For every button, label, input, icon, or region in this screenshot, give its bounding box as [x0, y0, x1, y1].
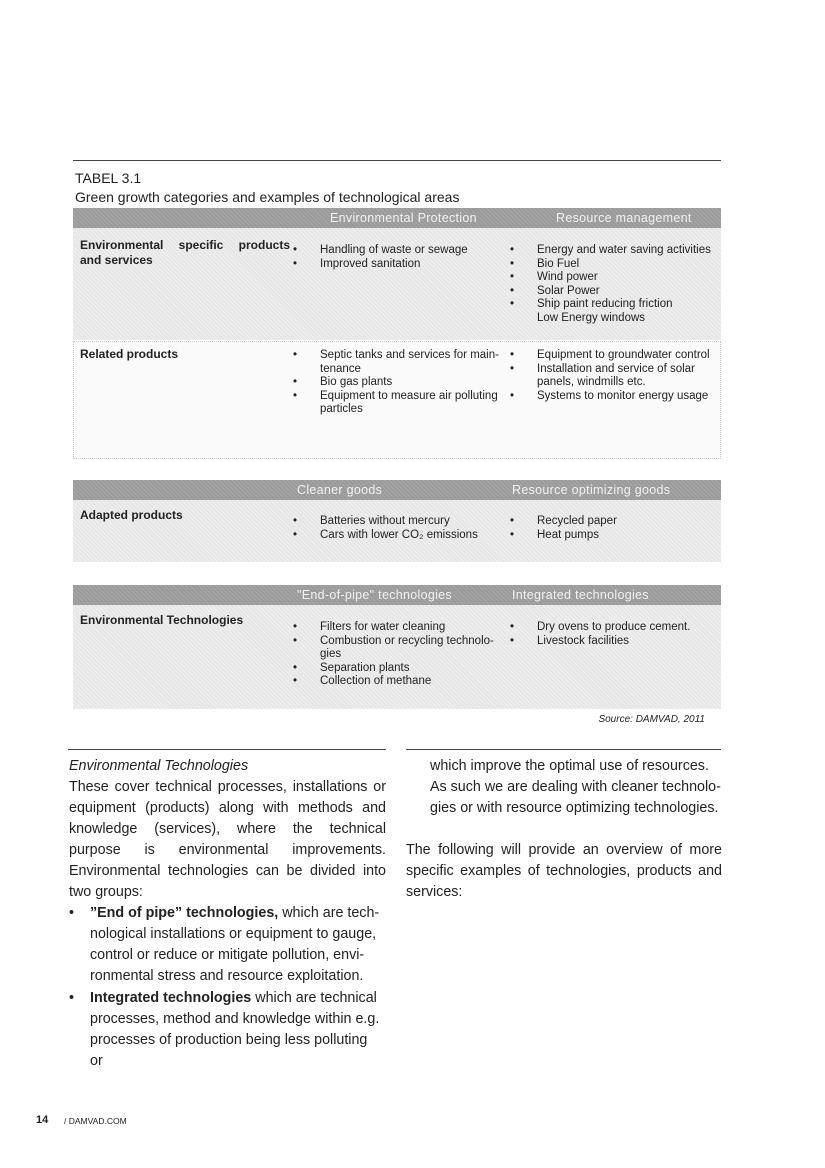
row1-col1-list	[291, 244, 496, 271]
list-item: • Septic tanks and services for main-tenance	[291, 349, 501, 376]
left-paragraph: These cover technical processes, installations or equipment (products) along with methods and knowledge (services), where the technical purpose is environmental improvements. Environmental technologies can be divided into two groups:	[69, 779, 386, 900]
col-header-cleaner-goods: Cleaner goods	[297, 483, 383, 497]
col-header-resource-management: Resource management	[556, 211, 692, 225]
bullet-text: which are technical processes, method and knowledge within e.g. processes of production being less polluting or	[90, 990, 380, 1069]
footer-site: / DAMVAD.COM	[64, 1116, 127, 1126]
list-item: • Ship paint reducing friction	[508, 298, 718, 312]
row2-col2-list	[508, 349, 720, 403]
bullet-bold-term: ”End of pipe” technologies,	[90, 905, 279, 921]
list-item: • Energy and water saving activities	[508, 244, 718, 258]
bullet-integrated	[69, 988, 382, 1072]
row-label-environmental-technologies: Environmental Technologies	[80, 613, 244, 627]
bullet-bold-term: Integrated technologies	[90, 990, 252, 1006]
bullet-end-of-pipe	[69, 903, 382, 987]
list-item: • Bio Fuel	[508, 258, 718, 272]
row-label-adapted-products: Adapted products	[80, 508, 183, 522]
col-header-end-of-pipe: "End-of-pipe" technologies	[297, 588, 452, 602]
section2-header	[73, 480, 721, 500]
section2-col1-list	[291, 515, 501, 542]
list-item: • Separation plants	[291, 662, 499, 676]
list-item: • Equipment to groundwater control	[508, 349, 720, 363]
right-paragraph-1: which improve the optimal use of resources. As such we are dealing with cleaner technolo-gies or with resource optimizing technologies.	[430, 758, 721, 816]
row-label-related-products: Related products	[80, 347, 179, 361]
section2-col2-list	[508, 515, 718, 542]
col-header-environmental-protection: Environmental Protection	[330, 211, 477, 225]
right-column-rule	[406, 749, 721, 750]
list-item: • Handling of waste or sewage	[291, 244, 496, 258]
page-number: 14	[36, 1114, 49, 1126]
list-item: • Batteries without mercury	[291, 515, 501, 529]
list-item: • Installation and service of solar panels, windmills etc.	[508, 363, 720, 390]
section1-header	[73, 208, 721, 228]
list-item: • Wind power	[508, 271, 718, 285]
table-caption: Green growth categories and examples of technological areas	[75, 189, 460, 205]
list-item: • Recycled paper	[508, 515, 718, 529]
col-header-resource-optimizing-goods: Resource optimizing goods	[512, 483, 671, 497]
list-item: • Combustion or recycling technolo-gies	[291, 635, 499, 662]
list-item: Low Energy windows	[537, 311, 646, 324]
col-header-integrated-technologies: Integrated technologies	[512, 588, 649, 602]
list-item: • Solar Power	[508, 285, 718, 299]
list-item: • Equipment to measure air polluting particles	[291, 390, 501, 417]
table-title: TABEL 3.1	[75, 170, 142, 186]
row1-col2-list	[508, 244, 718, 325]
list-item: • Systems to monitor energy usage	[508, 390, 720, 404]
row-label-environmental-specific: Environmental specific products and services	[80, 238, 290, 267]
section-heading: Environmental Technologies	[69, 758, 249, 774]
section3-header	[73, 585, 721, 605]
row2-col1-list	[291, 349, 501, 417]
list-item: • Heat pumps	[508, 529, 718, 543]
list-item: • Bio gas plants	[291, 376, 501, 390]
list-item: • Improved sanitation	[291, 258, 496, 272]
list-item: • Dry ovens to produce cement.	[508, 621, 718, 635]
technology-bullets	[69, 903, 382, 1073]
section3-col1-list	[291, 621, 499, 689]
list-item: • Collection of methane	[291, 675, 499, 689]
left-column-rule	[68, 749, 386, 750]
table-source: Source: DAMVAD, 2011	[598, 714, 705, 725]
top-rule	[73, 160, 721, 161]
list-item: • Filters for water cleaning	[291, 621, 499, 635]
bullet-text: which are tech-nological installations or equipment to gauge, control or reduce or mitigate pollution, envi-ronmental stress and resource exploitation.	[90, 905, 380, 984]
right-paragraph-2: The following will provide an overview of more specific examples of technologies, products and services:	[406, 842, 722, 900]
section3-col2-list	[508, 621, 718, 648]
list-item: • Livestock facilities	[508, 635, 718, 649]
list-item: • Cars with lower CO₂ emissions	[291, 529, 501, 543]
